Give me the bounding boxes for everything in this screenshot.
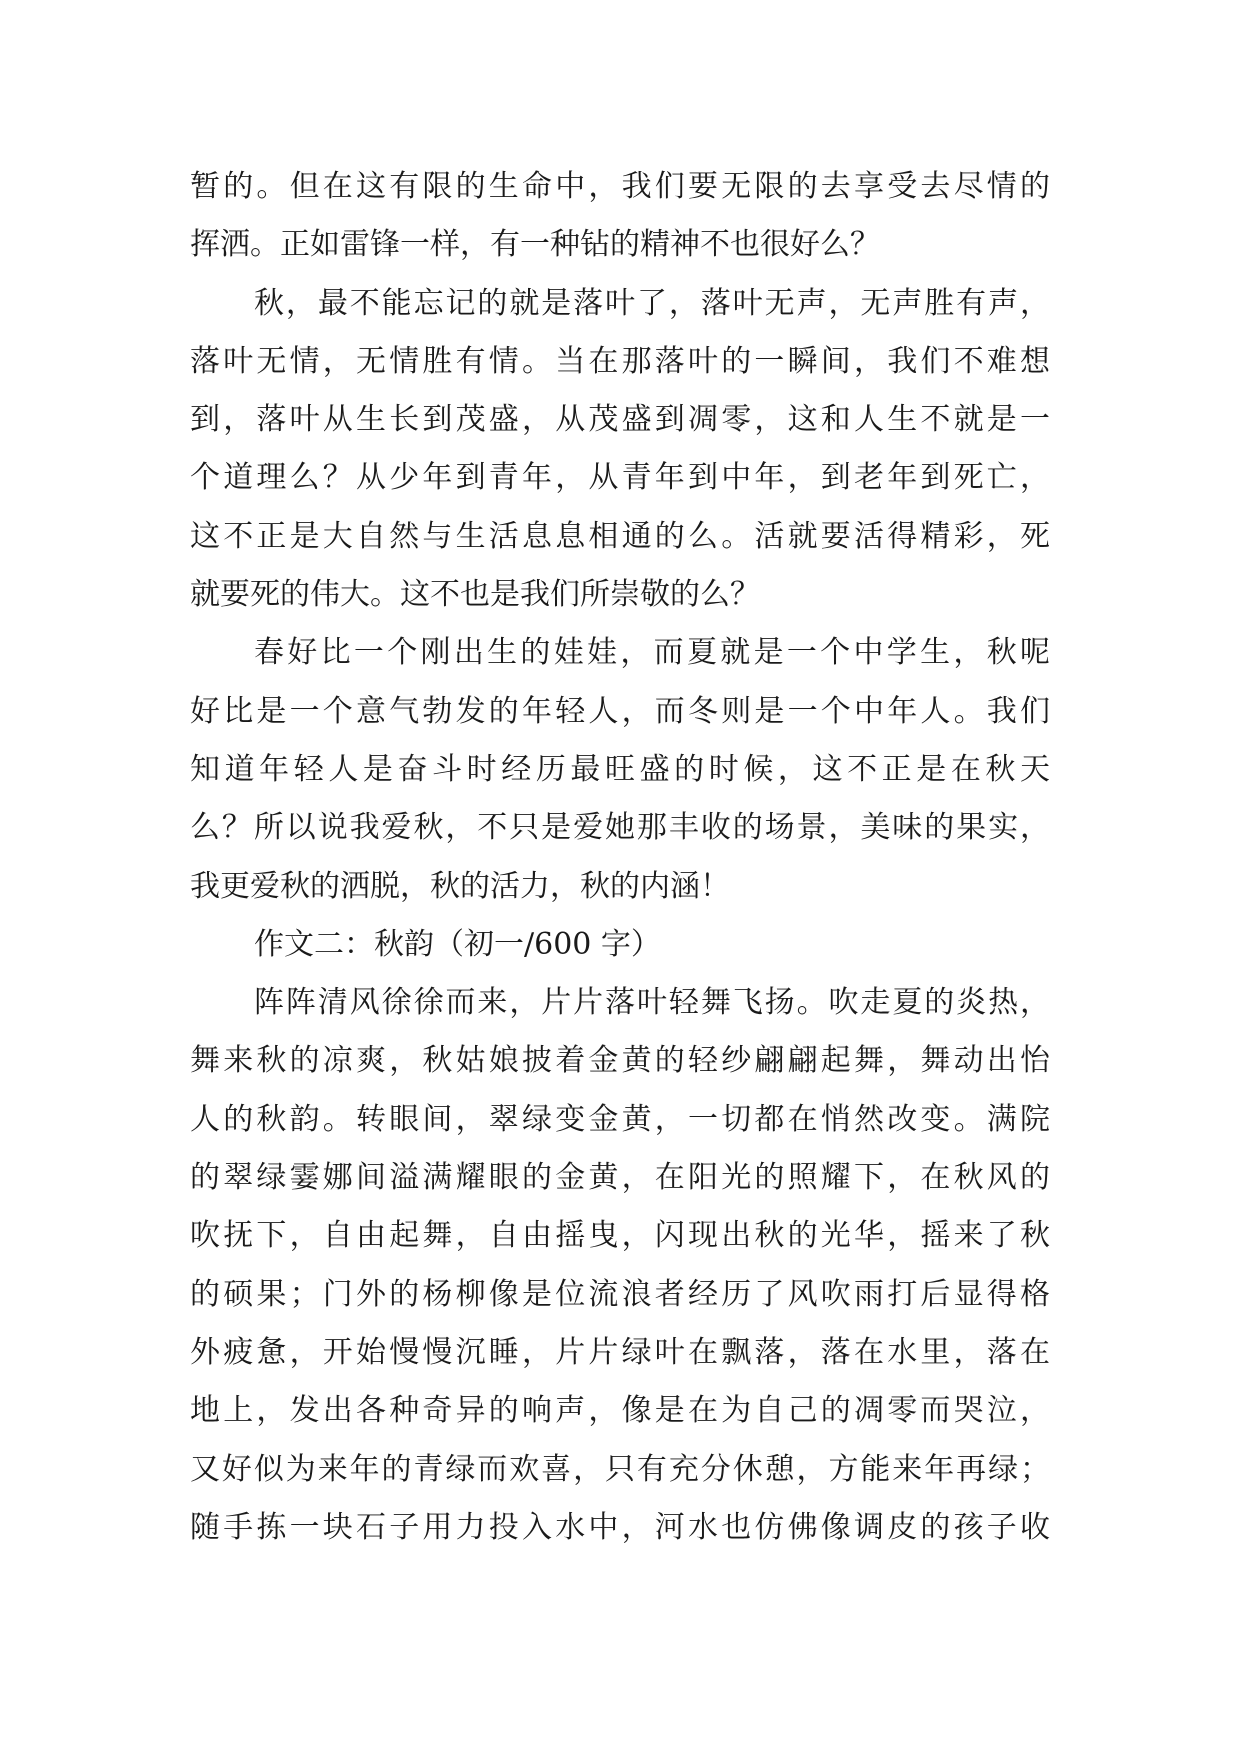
text-line: 就要死的伟大。这不也是我们所崇敬的么？	[190, 577, 760, 613]
text-line: 随手拣一块石子用力投入水中，河水也仿佛像调皮的孩子收	[190, 1509, 1050, 1545]
text-line: 暂的。但在这有限的生命中，我们要无限的去享受去尽情的	[190, 169, 1050, 204]
section-heading: 作文二：秋韵（初一/600 字）	[254, 926, 661, 962]
text-line: 的翠绿霎娜间溢满耀眼的金黄，在阳光的照耀下，在秋风的	[190, 1160, 1050, 1196]
text-line: 么？所以说我爱秋，不只是爱她那丰收的场景，美味的果实，	[190, 810, 1050, 846]
text-line: 阵阵清风徐徐而来，片片落叶轻舞飞扬。吹走夏的炎热，	[254, 985, 1050, 1021]
document-body	[190, 158, 1050, 1557]
text-line: 人的秋韵。转眼间，翠绿变金黄，一切都在悄然改变。满院	[190, 1101, 1050, 1137]
text-line: 春好比一个刚出生的娃娃，而夏就是一个中学生，秋呢	[254, 635, 1050, 671]
text-line: 这不正是大自然与生活息息相通的么。活就要活得精彩，死	[190, 518, 1050, 554]
text-line: 吹抚下，自由起舞，自由摇曳，闪现出秋的光华，摇来了秋	[190, 1218, 1050, 1254]
text-line: 的硕果；门外的杨柳像是位流浪者经历了风吹雨打后显得格	[190, 1276, 1050, 1312]
text-line: 地上，发出各种奇异的响声，像是在为自己的凋零而哭泣，	[190, 1393, 1050, 1429]
text-line: 又好似为来年的青绿而欢喜，只有充分休憩，方能来年再绿；	[190, 1451, 1050, 1487]
text-line: 好比是一个意气勃发的年轻人，而冬则是一个中年人。我们	[190, 693, 1050, 729]
text-line: 秋，最不能忘记的就是落叶了，落叶无声，无声胜有声，	[254, 285, 1050, 321]
text-line: 落叶无情，无情胜有情。当在那落叶的一瞬间，我们不难想	[190, 343, 1050, 379]
text-line: 个道理么？从少年到青年，从青年到中年，到老年到死亡，	[190, 460, 1050, 496]
text-line: 舞来秋的凉爽，秋姑娘披着金黄的轻纱翩翩起舞，舞动出怡	[190, 1043, 1050, 1079]
text-line: 挥洒。正如雷锋一样，有一种钻的精神不也很好么？	[190, 227, 880, 263]
text-line: 知道年轻人是奋斗时经历最旺盛的时候，这不正是在秋天	[190, 751, 1050, 787]
text-line: 到，落叶从生长到茂盛，从茂盛到凋零，这和人生不就是一	[190, 402, 1050, 438]
text-line: 外疲惫，开始慢慢沉睡，片片绿叶在飘落，落在水里，落在	[190, 1334, 1050, 1370]
text-line: 我更爱秋的洒脱，秋的活力，秋的内涵！	[190, 868, 730, 904]
